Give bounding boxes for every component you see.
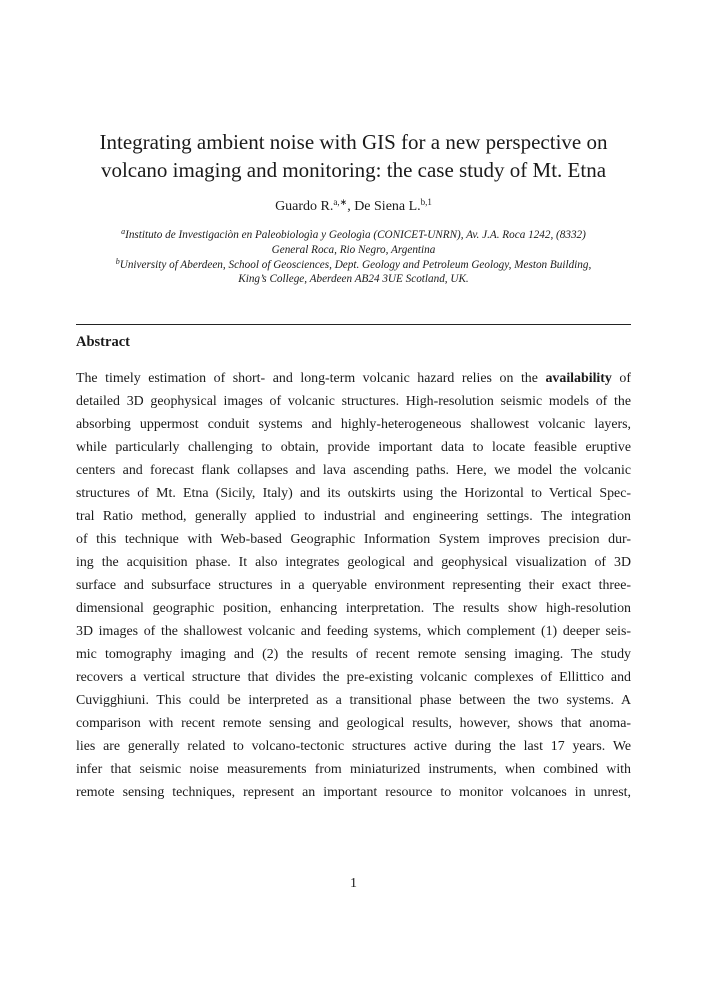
abstract-line: [76, 367, 631, 390]
abstract-line: 3D images of the shallowest volcanic and feeding systems, which complement (1) deeper seis-: [76, 624, 631, 639]
abstract-line: surface and subsurface structures in a queryable environment representing their exact three-: [76, 578, 631, 593]
affiliation-marker: b: [115, 256, 120, 266]
abstract-line: remote sensing techniques, represent an important resource to monitor volcanoes in unrest,: [76, 785, 631, 800]
author-affiliation-marker: a,∗: [333, 197, 348, 207]
abstract-emphasis: availability: [545, 371, 612, 386]
section-divider: [76, 324, 631, 325]
abstract-line: ing the acquisition phase. It also integrates geological and geophysical visualization of 3D: [76, 555, 631, 570]
abstract-line: mic tomography imaging and (2) the results of recent remote sensing imaging. The study: [76, 647, 631, 662]
abstract-line: detailed 3D geophysical images of volcanic structures. High-resolution seismic models of the: [76, 394, 631, 409]
author-separator: ,: [347, 199, 355, 214]
abstract-body: [76, 367, 631, 804]
abstract-heading: Abstract: [76, 334, 130, 350]
affiliation-text: University of Aberdeen, School of Geosciences, Dept. Geology and Petroleum Geology, Meston Building,: [119, 258, 592, 271]
title-line: Integrating ambient noise with GIS for a new perspective on: [99, 130, 608, 154]
abstract-line: centers and forecast flank collapses and lava ascending paths. Here, we model the volcanic: [76, 463, 631, 478]
abstract-line: recovers a vertical structure that divides the pre-existing volcanic complexes of Ellittico and: [76, 670, 631, 685]
abstract-line: lies are generally related to volcano-tectonic structures active during the last 17 years. We: [76, 739, 631, 754]
page-number: 1: [350, 876, 357, 891]
author-name: De Siena L.: [354, 199, 421, 214]
affiliation-a: [76, 228, 631, 243]
title-line: volcano imaging and monitoring: the case study of Mt. Etna: [100, 158, 607, 182]
abstract-line: structures of Mt. Etna (Sicily, Italy) and its outskirts using the Horizontal to Vertical Spec-: [76, 486, 631, 501]
affiliation-b: [76, 258, 631, 273]
affiliation-b-continued: King’s College, Aberdeen AB24 3UE Scotland, UK.: [238, 273, 469, 286]
abstract-line: infer that seismic noise measurements from miniaturized instruments, when combined with: [76, 762, 631, 777]
abstract-line: dimensional geographic position, enhancing interpretation. The results show high-resolution: [76, 601, 631, 616]
affiliation-marker: a: [121, 227, 126, 236]
paper-title: [40, 128, 667, 184]
author-list: [40, 198, 667, 216]
abstract-line: while particularly challenging to obtain, provide important data to locate feasible eruptive: [76, 440, 631, 455]
affiliation-a-continued: General Roca, Rio Negro, Argentina: [271, 243, 436, 256]
abstract-text: of: [611, 371, 631, 386]
abstract-line: of this technique with Web-based Geographic Information System improves precision dur-: [76, 532, 631, 547]
abstract-line: tral Ratio method, generally applied to industrial and engineering settings. The integration: [76, 509, 631, 524]
abstract-line: Cuvigghiuni. This could be interpreted as a transitional phase between the two systems. A: [76, 693, 631, 708]
affiliation-list: [76, 228, 631, 287]
abstract-text: The timely estimation of short- and long-term volcanic hazard relies on the: [76, 371, 546, 386]
affiliation-text: Instituto de Investigaciòn en Paleobiologìa y Geologìa (CONICET-UNRN), Av. J.A. Roca 1242, (8332): [125, 229, 586, 241]
abstract-line: comparison with recent remote sensing and geological results, however, shows that anoma-: [76, 716, 631, 731]
abstract-line: absorbing uppermost conduit systems and highly-heterogeneous shallowest volcanic layers,: [76, 417, 631, 432]
author-name: Guardo R.: [275, 199, 334, 214]
author-affiliation-marker: b,1: [420, 197, 432, 207]
